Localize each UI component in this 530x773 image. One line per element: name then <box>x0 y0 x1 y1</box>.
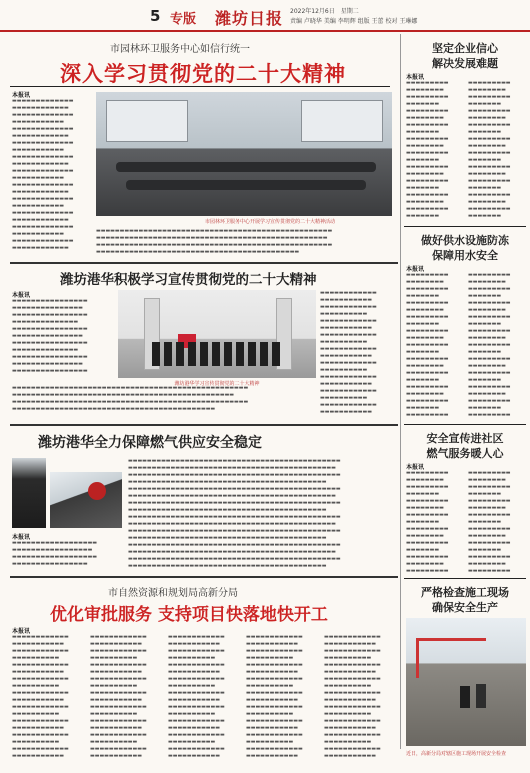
article-headline: 潍坊港华积极学习宣传贯彻党的二十大精神 <box>60 272 317 288</box>
sidebar-headline-line1: 安全宣传进社区 <box>426 432 504 445</box>
article-byline: 本报讯 <box>12 92 31 99</box>
photo-caption: 近日，高新分局对辖区施工现场开展安全检查 <box>406 751 507 757</box>
meeting-photo <box>96 92 392 216</box>
article-byline: 本报讯 <box>12 628 31 635</box>
article-byline: 本报讯 <box>12 292 31 299</box>
article-body: ▬▬▬▬▬▬▬▬▬▬▬▬▬▬▬▬▬▬▬▬▬▬▬▬▬▬▬▬▬▬▬▬▬▬▬▬▬▬▬▬▬▬▬▬▬▬▬▬▬▬ ▬▬▬▬▬▬▬▬▬▬▬▬▬▬▬▬▬▬▬▬▬▬▬▬▬▬▬▬▬▬▬▬▬▬▬▬▬▬▬▬▬▬▬▬▬▬▬ ▬▬▬▬▬▬▬▬▬▬▬▬▬▬▬▬▬▬▬▬▬▬▬▬▬▬▬▬▬▬▬▬▬▬▬▬▬▬▬▬▬▬▬▬▬▬▬▬▬▬ ▬▬▬▬▬▬▬▬▬▬▬▬▬▬▬▬▬▬▬▬▬▬▬▬▬▬▬▬▬▬▬▬▬▬▬▬▬▬▬▬▬▬▬ <box>12 385 249 412</box>
article-body: ▬▬▬▬▬▬▬▬▬ ▬▬▬▬▬▬▬▬ ▬▬▬▬▬▬▬▬▬ ▬▬▬▬▬▬▬ ▬▬▬▬▬▬▬▬▬ ▬▬▬▬▬▬▬▬ ▬▬▬▬▬▬▬▬▬ ▬▬▬▬▬▬▬ ▬▬▬▬▬▬▬▬▬ ▬▬▬▬▬▬▬▬ ▬▬▬▬▬▬▬▬▬ ▬▬▬▬▬▬▬ ▬▬▬▬▬▬▬▬▬ ▬▬▬▬▬▬▬▬ ▬▬▬▬▬▬▬▬▬ ▬▬▬▬▬▬▬▬▬ ▬▬▬▬▬▬▬▬ ▬▬▬▬▬▬▬▬▬ ▬▬▬▬▬▬▬ ▬▬▬▬▬▬▬▬▬ ▬▬▬▬▬▬▬▬ ▬▬▬▬▬▬▬▬▬ ▬▬▬▬▬▬▬ ▬▬▬▬▬▬▬▬▬ ▬▬▬▬▬▬▬▬ ▬▬▬▬▬▬▬▬▬ ▬▬▬▬▬▬▬ ▬▬▬▬▬▬▬▬▬ ▬▬▬▬▬▬▬▬ ▬▬▬▬▬▬▬▬▬ <box>406 470 511 574</box>
newspaper-logo: 潍坊日报 <box>215 9 284 28</box>
article-kicker: 市园林环卫服务中心如信行统一 <box>110 44 250 55</box>
divider <box>10 424 398 426</box>
article-kicker: 市自然资源和规划局高新分局 <box>108 588 238 599</box>
article-byline: 本报讯 <box>12 534 31 541</box>
editor-credits: 责编 卢晓华 美编 李明辉 组版 王蕾 校对 王琳娜 <box>290 18 418 25</box>
photo-caption: 潍坊港华学习宣传贯彻党的二十大精神 <box>174 381 260 387</box>
divider <box>10 86 390 87</box>
sidebar-headline-line1: 坚定企业信心 <box>432 42 498 55</box>
divider <box>10 576 398 578</box>
article-headline: 深入学习贯彻党的二十大精神 <box>60 61 346 86</box>
article-headline: 潍坊港华全力保障燃气供应安全稳定 <box>38 435 262 451</box>
column-divider <box>400 34 401 749</box>
sidebar-headline-line1: 严格检查施工现场 <box>421 586 509 599</box>
article-body: ▬▬▬▬▬▬▬▬▬▬▬▬▬▬▬▬▬▬▬▬▬▬▬▬▬▬▬▬▬▬▬▬▬▬▬▬▬▬▬▬▬▬▬▬▬▬▬▬▬▬ ▬▬▬▬▬▬▬▬▬▬▬▬▬▬▬▬▬▬▬▬▬▬▬▬▬▬▬▬▬▬▬▬▬▬▬▬▬▬▬▬▬▬▬▬▬▬▬▬▬ ▬▬▬▬▬▬▬▬▬▬▬▬▬▬▬▬▬▬▬▬▬▬▬▬▬▬▬▬▬▬▬▬▬▬▬▬▬▬▬▬▬▬▬▬▬▬▬▬▬▬ ▬▬▬▬▬▬▬▬▬▬▬▬▬▬▬▬▬▬▬▬▬▬▬▬▬▬▬▬▬▬▬▬▬▬▬▬▬▬▬▬▬▬▬ <box>96 228 333 255</box>
article-body: ▬▬▬▬▬▬▬▬▬▬▬▬▬▬▬▬ ▬▬▬▬▬▬▬▬▬▬▬▬▬▬▬ ▬▬▬▬▬▬▬▬▬▬▬▬▬▬▬▬ ▬▬▬▬▬▬▬▬▬▬▬▬▬▬ ▬▬▬▬▬▬▬▬▬▬▬▬▬▬▬▬ ▬▬▬▬▬▬▬▬▬▬▬▬▬▬▬ ▬▬▬▬▬▬▬▬▬▬▬▬▬▬▬▬ ▬▬▬▬▬▬▬▬▬▬▬▬▬▬ ▬▬▬▬▬▬▬▬▬▬▬▬▬▬▬▬ ▬▬▬▬▬▬▬▬▬▬▬▬▬▬▬ ▬▬▬▬▬▬▬▬▬▬▬▬▬▬▬▬ <box>12 298 88 374</box>
sidebar-headline-line1: 做好供水设施防冻 <box>421 234 509 247</box>
article-byline: 本报讯 <box>406 266 425 273</box>
article-byline: 本报讯 <box>406 464 425 471</box>
section-name: 专版 <box>170 12 197 27</box>
sidebar-headline-line2: 解决发展难题 <box>432 57 498 70</box>
issue-date: 2022年12月6日 星期二 <box>290 8 359 15</box>
divider <box>404 424 526 425</box>
article-body: ▬▬▬▬▬▬▬▬▬▬▬▬ ▬▬▬▬▬▬▬▬▬▬▬ ▬▬▬▬▬▬▬▬▬▬▬▬ ▬▬▬▬▬▬▬▬▬▬ ▬▬▬▬▬▬▬▬▬▬▬▬ ▬▬▬▬▬▬▬▬▬▬▬ ▬▬▬▬▬▬▬▬▬▬▬▬ ▬▬▬▬▬▬▬▬▬▬ ▬▬▬▬▬▬▬▬▬▬▬▬ ▬▬▬▬▬▬▬▬▬▬▬ ▬▬▬▬▬▬▬▬▬▬▬▬ ▬▬▬▬▬▬▬▬▬▬ ▬▬▬▬▬▬▬▬▬▬▬▬ ▬▬▬▬▬▬▬▬▬▬▬ ▬▬▬▬▬▬▬▬▬▬▬▬ ▬▬▬▬▬▬▬▬▬▬ ▬▬▬▬▬▬▬▬▬▬▬▬ ▬▬▬▬▬▬▬▬▬▬▬ <box>320 290 377 415</box>
article-body: ▬▬▬▬▬▬▬▬▬▬▬▬▬▬▬▬▬▬ ▬▬▬▬▬▬▬▬▬▬▬▬▬▬▬▬▬ ▬▬▬▬▬▬▬▬▬▬▬▬▬▬▬▬▬▬ ▬▬▬▬▬▬▬▬▬▬▬▬▬▬▬▬ <box>12 540 98 567</box>
divider <box>404 578 526 579</box>
worker-photo <box>12 458 46 528</box>
construction-photo <box>406 618 526 746</box>
article-body: ▬▬▬▬▬▬▬▬▬▬▬▬▬▬▬▬▬▬▬▬▬▬▬▬▬▬▬▬▬▬▬▬▬▬▬▬▬▬▬▬▬▬▬▬▬ ▬▬▬▬▬▬▬▬▬▬▬▬▬▬▬▬▬▬▬▬▬▬▬▬▬▬▬▬▬▬▬▬▬▬▬▬▬▬▬▬▬▬▬▬ ▬▬▬▬▬▬▬▬▬▬▬▬▬▬▬▬▬▬▬▬▬▬▬▬▬▬▬▬▬▬▬▬▬▬▬▬▬▬▬▬▬▬▬▬▬ ▬▬▬▬▬▬▬▬▬▬▬▬▬▬▬▬▬▬▬▬▬▬▬▬▬▬▬▬▬▬▬▬▬▬▬▬▬▬▬▬▬▬ ▬▬▬▬▬▬▬▬▬▬▬▬▬▬▬▬▬▬▬▬▬▬▬▬▬▬▬▬▬▬▬▬▬▬▬▬▬▬▬▬▬▬▬▬▬ ▬▬▬▬▬▬▬▬▬▬▬▬▬▬▬▬▬▬▬▬▬▬▬▬▬▬▬▬▬▬▬▬▬▬▬▬▬▬▬▬▬▬▬▬ ▬▬▬▬▬▬▬▬▬▬▬▬▬▬▬▬▬▬▬▬▬▬▬▬▬▬▬▬▬▬▬▬▬▬▬▬▬▬▬▬▬▬▬▬▬ ▬▬▬▬▬▬▬▬▬▬▬▬▬▬▬▬▬▬▬▬▬▬▬▬▬▬▬▬▬▬▬▬▬▬▬▬▬▬▬▬▬▬ ▬▬▬▬▬▬▬▬▬▬▬▬▬▬▬▬▬▬▬▬▬▬▬▬▬▬▬▬▬▬▬▬▬▬▬▬▬▬▬▬▬▬▬▬▬ ▬▬▬▬▬▬▬▬▬▬▬▬▬▬▬▬▬▬▬▬▬▬▬▬▬▬▬▬▬▬▬▬▬▬▬▬▬▬▬▬▬▬▬▬ ▬▬▬▬▬▬▬▬▬▬▬▬▬▬▬▬▬▬▬▬▬▬▬▬▬▬▬▬▬▬▬▬▬▬▬▬▬▬▬▬▬▬▬▬▬ ▬▬▬▬▬▬▬▬▬▬▬▬▬▬▬▬▬▬▬▬▬▬▬▬▬▬▬▬▬▬▬▬▬▬▬▬▬▬▬▬▬▬ ▬▬▬▬▬▬▬▬▬▬▬▬▬▬▬▬▬▬▬▬▬▬▬▬▬▬▬▬▬▬▬▬▬▬▬▬▬▬▬▬▬▬▬▬▬ ▬▬▬▬▬▬▬▬▬▬▬▬▬▬▬▬▬▬▬▬▬▬▬▬▬▬▬▬▬▬▬▬▬▬▬▬▬▬▬▬▬▬▬▬ ▬▬▬▬▬▬▬▬▬▬▬▬▬▬▬▬▬▬▬▬▬▬▬▬▬▬▬▬▬▬▬▬▬▬▬▬▬▬▬▬▬▬▬▬▬ ▬▬▬▬▬▬▬▬▬▬▬▬▬▬▬▬▬▬▬▬▬▬▬▬▬▬▬▬▬▬▬▬▬▬▬▬▬▬▬▬▬▬ <box>128 458 341 569</box>
divider <box>10 262 398 264</box>
page-number: 5 <box>150 7 161 25</box>
article-body: ▬▬▬▬▬▬▬▬▬▬▬▬ ▬▬▬▬▬▬▬▬▬▬▬ ▬▬▬▬▬▬▬▬▬▬▬▬ ▬▬▬▬▬▬▬▬▬▬ ▬▬▬▬▬▬▬▬▬▬▬▬ ▬▬▬▬▬▬▬▬▬▬▬ ▬▬▬▬▬▬▬▬▬▬▬▬ ▬▬▬▬▬▬▬▬▬▬ ▬▬▬▬▬▬▬▬▬▬▬▬ ▬▬▬▬▬▬▬▬▬▬▬ ▬▬▬▬▬▬▬▬▬▬▬▬ ▬▬▬▬▬▬▬▬▬▬ ▬▬▬▬▬▬▬▬▬▬▬▬ ▬▬▬▬▬▬▬▬▬▬▬ ▬▬▬▬▬▬▬▬▬▬▬▬ ▬▬▬▬▬▬▬▬▬▬ ▬▬▬▬▬▬▬▬▬▬▬▬ ▬▬▬▬▬▬▬▬▬▬▬ ▬▬▬▬▬▬▬▬▬▬▬▬ ▬▬▬▬▬▬▬▬▬▬▬ ▬▬▬▬▬▬▬▬▬▬▬▬ ▬▬▬▬▬▬▬▬▬▬ ▬▬▬▬▬▬▬▬▬▬▬▬ ▬▬▬▬▬▬▬▬▬▬▬ ▬▬▬▬▬▬▬▬▬▬▬▬ ▬▬▬▬▬▬▬▬▬▬ ▬▬▬▬▬▬▬▬▬▬▬▬ ▬▬▬▬▬▬▬▬▬▬▬ ▬▬▬▬▬▬▬▬▬▬▬▬ ▬▬▬▬▬▬▬▬▬▬ ▬▬▬▬▬▬▬▬▬▬▬▬ ▬▬▬▬▬▬▬▬▬▬▬ ▬▬▬▬▬▬▬▬▬▬▬▬ ▬▬▬▬▬▬▬▬▬▬ ▬▬▬▬▬▬▬▬▬▬▬▬ ▬▬▬▬▬▬▬▬▬▬▬ ▬▬▬▬▬▬▬▬▬▬▬▬ ▬▬▬▬▬▬▬▬▬▬▬ ▬▬▬▬▬▬▬▬▬▬▬▬ ▬▬▬▬▬▬▬▬▬▬ ▬▬▬▬▬▬▬▬▬▬▬▬ ▬▬▬▬▬▬▬▬▬▬▬ ▬▬▬▬▬▬▬▬▬▬▬▬ ▬▬▬▬▬▬▬▬▬▬ ▬▬▬▬▬▬▬▬▬▬▬▬ ▬▬▬▬▬▬▬▬▬▬▬ ▬▬▬▬▬▬▬▬▬▬▬▬ ▬▬▬▬▬▬▬▬▬▬ ▬▬▬▬▬▬▬▬▬▬▬▬ ▬▬▬▬▬▬▬▬▬▬▬ ▬▬▬▬▬▬▬▬▬▬▬▬ ▬▬▬▬▬▬▬▬▬▬ ▬▬▬▬▬▬▬▬▬▬▬▬ ▬▬▬▬▬▬▬▬▬▬▬ ▬▬▬▬▬▬▬▬▬▬▬▬ ▬▬▬▬▬▬▬▬▬▬▬ ▬▬▬▬▬▬▬▬▬▬▬▬ ▬▬▬▬▬▬▬▬▬▬ ▬▬▬▬▬▬▬▬▬▬▬▬ ▬▬▬▬▬▬▬▬▬▬▬ ▬▬▬▬▬▬▬▬▬▬▬▬ ▬▬▬▬▬▬▬▬▬▬ ▬▬▬▬▬▬▬▬▬▬▬▬ ▬▬▬▬▬▬▬▬▬▬▬ ▬▬▬▬▬▬▬▬▬▬▬▬ ▬▬▬▬▬▬▬▬▬▬ ▬▬▬▬▬▬▬▬▬▬▬▬ ▬▬▬▬▬▬▬▬▬▬▬ ▬▬▬▬▬▬▬▬▬▬▬▬ ▬▬▬▬▬▬▬▬▬▬ ▬▬▬▬▬▬▬▬▬▬▬▬ ▬▬▬▬▬▬▬▬▬▬▬ ▬▬▬▬▬▬▬▬▬▬▬▬ ▬▬▬▬▬▬▬▬▬▬▬ ▬▬▬▬▬▬▬▬▬▬▬▬ ▬▬▬▬▬▬▬▬▬▬ ▬▬▬▬▬▬▬▬▬▬▬▬ ▬▬▬▬▬▬▬▬▬▬▬ ▬▬▬▬▬▬▬▬▬▬▬▬ ▬▬▬▬▬▬▬▬▬▬ ▬▬▬▬▬▬▬▬▬▬▬▬ ▬▬▬▬▬▬▬▬▬▬▬ ▬▬▬▬▬▬▬▬▬▬▬▬ ▬▬▬▬▬▬▬▬▬▬ ▬▬▬▬▬▬▬▬▬▬▬▬ ▬▬▬▬▬▬▬▬▬▬▬ ▬▬▬▬▬▬▬▬▬▬▬▬ ▬▬▬▬▬▬▬▬▬▬ ▬▬▬▬▬▬▬▬▬▬▬▬ ▬▬▬▬▬▬▬▬▬▬▬ <box>12 634 381 759</box>
article-body: ▬▬▬▬▬▬▬▬▬ ▬▬▬▬▬▬▬▬ ▬▬▬▬▬▬▬▬▬ ▬▬▬▬▬▬▬ ▬▬▬▬▬▬▬▬▬ ▬▬▬▬▬▬▬▬ ▬▬▬▬▬▬▬▬▬ ▬▬▬▬▬▬▬ ▬▬▬▬▬▬▬▬▬ ▬▬▬▬▬▬▬▬ ▬▬▬▬▬▬▬▬▬ ▬▬▬▬▬▬▬ ▬▬▬▬▬▬▬▬▬ ▬▬▬▬▬▬▬▬ ▬▬▬▬▬▬▬▬▬ ▬▬▬▬▬▬▬ ▬▬▬▬▬▬▬▬▬ ▬▬▬▬▬▬▬▬ ▬▬▬▬▬▬▬▬▬ ▬▬▬▬▬▬▬ ▬▬▬▬▬▬▬▬▬ ▬▬▬▬▬▬▬▬ ▬▬▬▬▬▬▬▬▬ ▬▬▬▬▬▬▬ ▬▬▬▬▬▬▬▬▬ ▬▬▬▬▬▬▬▬ ▬▬▬▬▬▬▬▬▬ ▬▬▬▬▬▬▬ ▬▬▬▬▬▬▬▬▬ ▬▬▬▬▬▬▬▬ ▬▬▬▬▬▬▬▬▬ ▬▬▬▬▬▬▬ ▬▬▬▬▬▬▬▬▬ ▬▬▬▬▬▬▬▬ ▬▬▬▬▬▬▬▬▬ ▬▬▬▬▬▬▬ ▬▬▬▬▬▬▬▬▬ ▬▬▬▬▬▬▬▬ ▬▬▬▬▬▬▬▬▬ ▬▬▬▬▬▬▬ <box>406 80 511 219</box>
group-photo <box>118 290 316 378</box>
article-headline: 优化审批服务 支持项目快落地快开工 <box>50 605 328 625</box>
sidebar-headline-line2: 燃气服务暖人心 <box>426 447 504 460</box>
pipeline-photo <box>50 472 122 528</box>
divider <box>404 226 526 227</box>
sidebar-headline-line2: 保障用水安全 <box>432 249 498 262</box>
photo-caption: 市园林环卫服务中心开展学习宣传贯彻党的二十大精神活动 <box>204 219 335 225</box>
sidebar-headline-line2: 确保安全生产 <box>432 601 498 614</box>
article-body: ▬▬▬▬▬▬▬▬▬▬▬▬▬ ▬▬▬▬▬▬▬▬▬▬▬▬ ▬▬▬▬▬▬▬▬▬▬▬▬▬ ▬▬▬▬▬▬▬▬▬▬▬ ▬▬▬▬▬▬▬▬▬▬▬▬▬ ▬▬▬▬▬▬▬▬▬▬▬▬ ▬▬▬▬▬▬▬▬▬▬▬▬▬ ▬▬▬▬▬▬▬▬▬▬▬ ▬▬▬▬▬▬▬▬▬▬▬▬▬ ▬▬▬▬▬▬▬▬▬▬▬▬ ▬▬▬▬▬▬▬▬▬▬▬▬▬ ▬▬▬▬▬▬▬▬▬▬▬ ▬▬▬▬▬▬▬▬▬▬▬▬▬ ▬▬▬▬▬▬▬▬▬▬▬▬ ▬▬▬▬▬▬▬▬▬▬▬▬▬ ▬▬▬▬▬▬▬▬▬▬▬ ▬▬▬▬▬▬▬▬▬▬▬▬▬ ▬▬▬▬▬▬▬▬▬▬▬▬ ▬▬▬▬▬▬▬▬▬▬▬▬▬ ▬▬▬▬▬▬▬▬▬▬▬ ▬▬▬▬▬▬▬▬▬▬▬▬▬ ▬▬▬▬▬▬▬▬▬▬▬▬ <box>12 98 74 251</box>
article-byline: 本报讯 <box>406 74 425 81</box>
article-body: ▬▬▬▬▬▬▬▬▬ ▬▬▬▬▬▬▬▬ ▬▬▬▬▬▬▬▬▬ ▬▬▬▬▬▬▬ ▬▬▬▬▬▬▬▬▬ ▬▬▬▬▬▬▬▬ ▬▬▬▬▬▬▬▬▬ ▬▬▬▬▬▬▬ ▬▬▬▬▬▬▬▬▬ ▬▬▬▬▬▬▬▬ ▬▬▬▬▬▬▬▬▬ ▬▬▬▬▬▬▬ ▬▬▬▬▬▬▬▬▬ ▬▬▬▬▬▬▬▬ ▬▬▬▬▬▬▬▬▬ ▬▬▬▬▬▬▬ ▬▬▬▬▬▬▬▬▬ ▬▬▬▬▬▬▬▬ ▬▬▬▬▬▬▬▬▬ ▬▬▬▬▬▬▬ ▬▬▬▬▬▬▬▬▬ ▬▬▬▬▬▬▬▬▬ ▬▬▬▬▬▬▬▬ ▬▬▬▬▬▬▬▬▬ ▬▬▬▬▬▬▬ ▬▬▬▬▬▬▬▬▬ ▬▬▬▬▬▬▬▬ ▬▬▬▬▬▬▬▬▬ ▬▬▬▬▬▬▬ ▬▬▬▬▬▬▬▬▬ ▬▬▬▬▬▬▬▬ ▬▬▬▬▬▬▬▬▬ ▬▬▬▬▬▬▬ ▬▬▬▬▬▬▬▬▬ ▬▬▬▬▬▬▬▬ ▬▬▬▬▬▬▬▬▬ ▬▬▬▬▬▬▬ ▬▬▬▬▬▬▬▬▬ ▬▬▬▬▬▬▬▬ ▬▬▬▬▬▬▬▬▬ ▬▬▬▬▬▬▬ ▬▬▬▬▬▬▬▬▬ <box>406 272 511 418</box>
